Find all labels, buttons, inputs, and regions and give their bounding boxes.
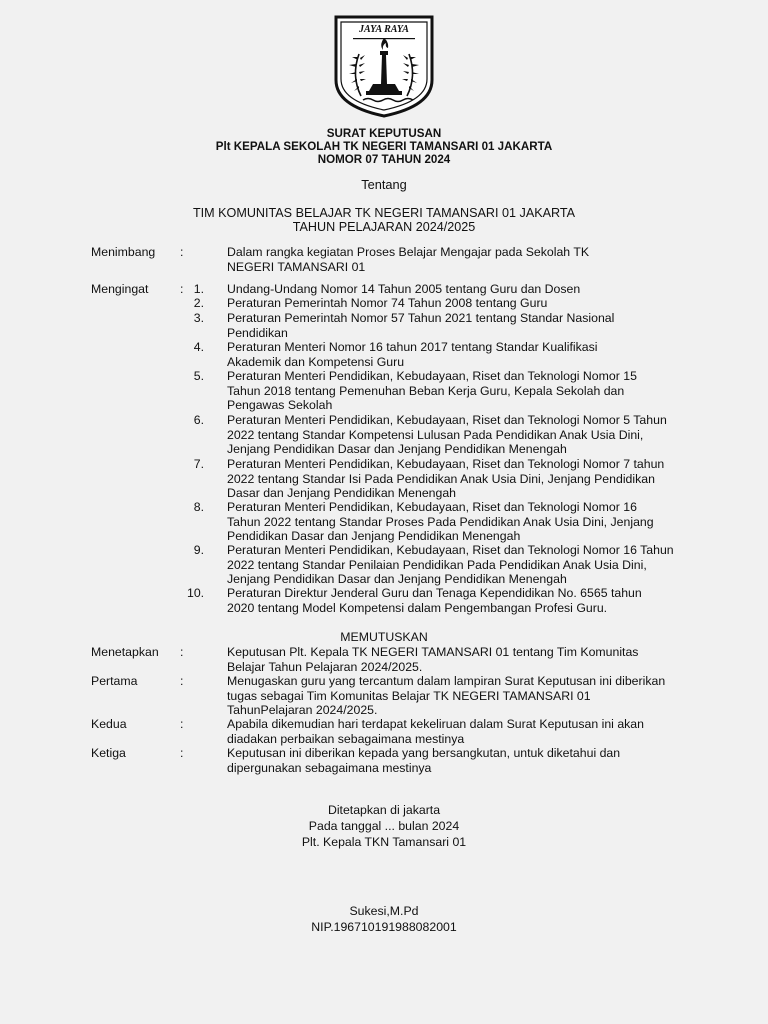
list-item-number: 8. [193, 500, 204, 514]
signature-date: Pada tanggal ... bulan 2024 [308, 819, 460, 833]
signatory-nip: NIP.196710191988082001 [311, 920, 457, 934]
decision-colon: : [180, 717, 184, 731]
list-item-text: Peraturan Pemerintah Nomor 74 Tahun 2008 tentang Guru [227, 296, 548, 310]
decision-colon: : [180, 645, 184, 659]
decree-issuer: Plt KEPALA SEKOLAH TK NEGERI TAMANSARI 01 JAKARTA [215, 140, 553, 153]
list-item-text: Peraturan Menteri Pendidikan, Kebudayaan, Riset dan Teknologi Nomor 5 Tahun 2022 tentang Standar Kompetensi Lulusan Pada Pendidikan Anak Usia Dini, Jenjang Pendidikan Dasar dan Jenjang Pendidikan Menengah [227, 413, 667, 457]
decree-number: NOMOR 07 TAHUN 2024 [317, 153, 451, 166]
menimbang-text: Dalam rangka kegiatan Proses Belajar Mengajar pada Sekolah TK NEGERI TAMANSARI 01 [227, 245, 590, 274]
list-item-number: 10. [187, 586, 205, 600]
list-item-number: 3. [193, 311, 204, 325]
list-item-number: 7. [193, 457, 204, 471]
tentang-label: Tentang [361, 177, 407, 192]
subject-line-2: TAHUN PELAJARAN 2024/2025 [292, 220, 476, 234]
list-item-number: 6. [193, 413, 204, 427]
signature-place: Ditetapkan di jakarta [327, 803, 441, 817]
list-item-number: 1. [193, 282, 204, 296]
decision-label: Menetapkan [91, 645, 159, 659]
jaya-raya-emblem-logo [333, 14, 435, 118]
list-item-text: Peraturan Menteri Pendidikan, Kebudayaan, Riset dan Teknologi Nomor 16 Tahun 2022 tentang Standar Penilaian Pendidikan Pada Pendidikan Anak Usia Dini, Jenjang Pendidikan Dasar dan Jenjang Pendidikan Menengah [227, 543, 674, 587]
decision-text: Keputusan ini diberikan kepada yang bersangkutan, untuk diketahui dan dipergunakan sebagaimana mestinya [227, 746, 621, 775]
subject-line-1: TIM KOMUNITAS BELAJAR TK NEGERI TAMANSARI 01 JAKARTA [192, 206, 576, 220]
list-item-text: Peraturan Menteri Pendidikan, Kebudayaan, Riset dan Teknologi Nomor 16 Tahun 2022 tentang Standar Proses Pada Pendidikan Anak Usia Dini, Jenjang Pendidikan Dasar dan Jenjang Pendidikan Menengah [227, 500, 654, 544]
list-item-text: Undang-Undang Nomor 14 Tahun 2005 tentang Guru dan Dosen [227, 282, 581, 296]
list-item-text: Peraturan Menteri Pendidikan, Kebudayaan, Riset dan Teknologi Nomor 15 Tahun 2018 tentang Pemenuhan Beban Kerja Guru, Kepala Sekolah dan Pengawas Sekolah [227, 369, 637, 413]
signature-position: Plt. Kepala TKN Tamansari 01 [301, 835, 467, 849]
list-item-number: 5. [193, 369, 204, 383]
decision-colon: : [180, 674, 184, 688]
list-item-number: 4. [193, 340, 204, 354]
memutuskan-heading: MEMUTUSKAN [340, 630, 428, 644]
logo-text: JAYA RAYA [359, 24, 409, 35]
list-item-text: Peraturan Menteri Nomor 16 tahun 2017 tentang Standar Kualifikasi Akademik dan Kompetensi Guru [227, 340, 598, 369]
decision-colon: : [180, 746, 184, 760]
decision-label: Ketiga [91, 746, 126, 760]
list-item-text: Peraturan Menteri Pendidikan, Kebudayaan, Riset dan Teknologi Nomor 7 tahun 2022 tentang Standar Isi Pada Pendidikan Anak Usia Dini, Jenjang Pendidikan Dasar dan Jenjang Pendidikan Menengah [227, 457, 665, 501]
mengingat-label: Mengingat [91, 282, 149, 296]
decision-text: Menugaskan guru yang tercantum dalam lampiran Surat Keputusan ini diberikan tugas sebagai Tim Komunitas Belajar TK NEGERI TAMANSARI 01 TahunPelajaran 2024/2025. [227, 674, 666, 718]
decision-text: Apabila dikemudian hari terdapat kekeliruan dalam Surat Keputusan ini akan diadakan perbaikan sebagaimana mestinya [227, 717, 644, 746]
list-item-number: 2. [193, 296, 204, 310]
decision-label: Pertama [91, 674, 138, 688]
list-item-number: 9. [193, 543, 204, 557]
signatory-name: Sukesi,M.Pd [349, 904, 419, 918]
decree-title: SURAT KEPUTUSAN [326, 127, 442, 140]
decision-label: Kedua [91, 717, 127, 731]
list-item-text: Peraturan Pemerintah Nomor 57 Tahun 2021 tentang Standar Nasional Pendidikan [227, 311, 615, 340]
menimbang-colon: : [180, 245, 184, 259]
menimbang-label: Menimbang [91, 245, 156, 259]
list-item-text: Peraturan Direktur Jenderal Guru dan Tenaga Kependidikan No. 6565 tahun 2020 tentang Model Kompetensi dalam Pengembangan Profesi Guru. [227, 586, 642, 615]
decision-text: Keputusan Plt. Kepala TK NEGERI TAMANSARI 01 tentang Tim Komunitas Belajar Tahun Pelajaran 2024/2025. [227, 645, 639, 674]
mengingat-colon: : [180, 282, 184, 296]
